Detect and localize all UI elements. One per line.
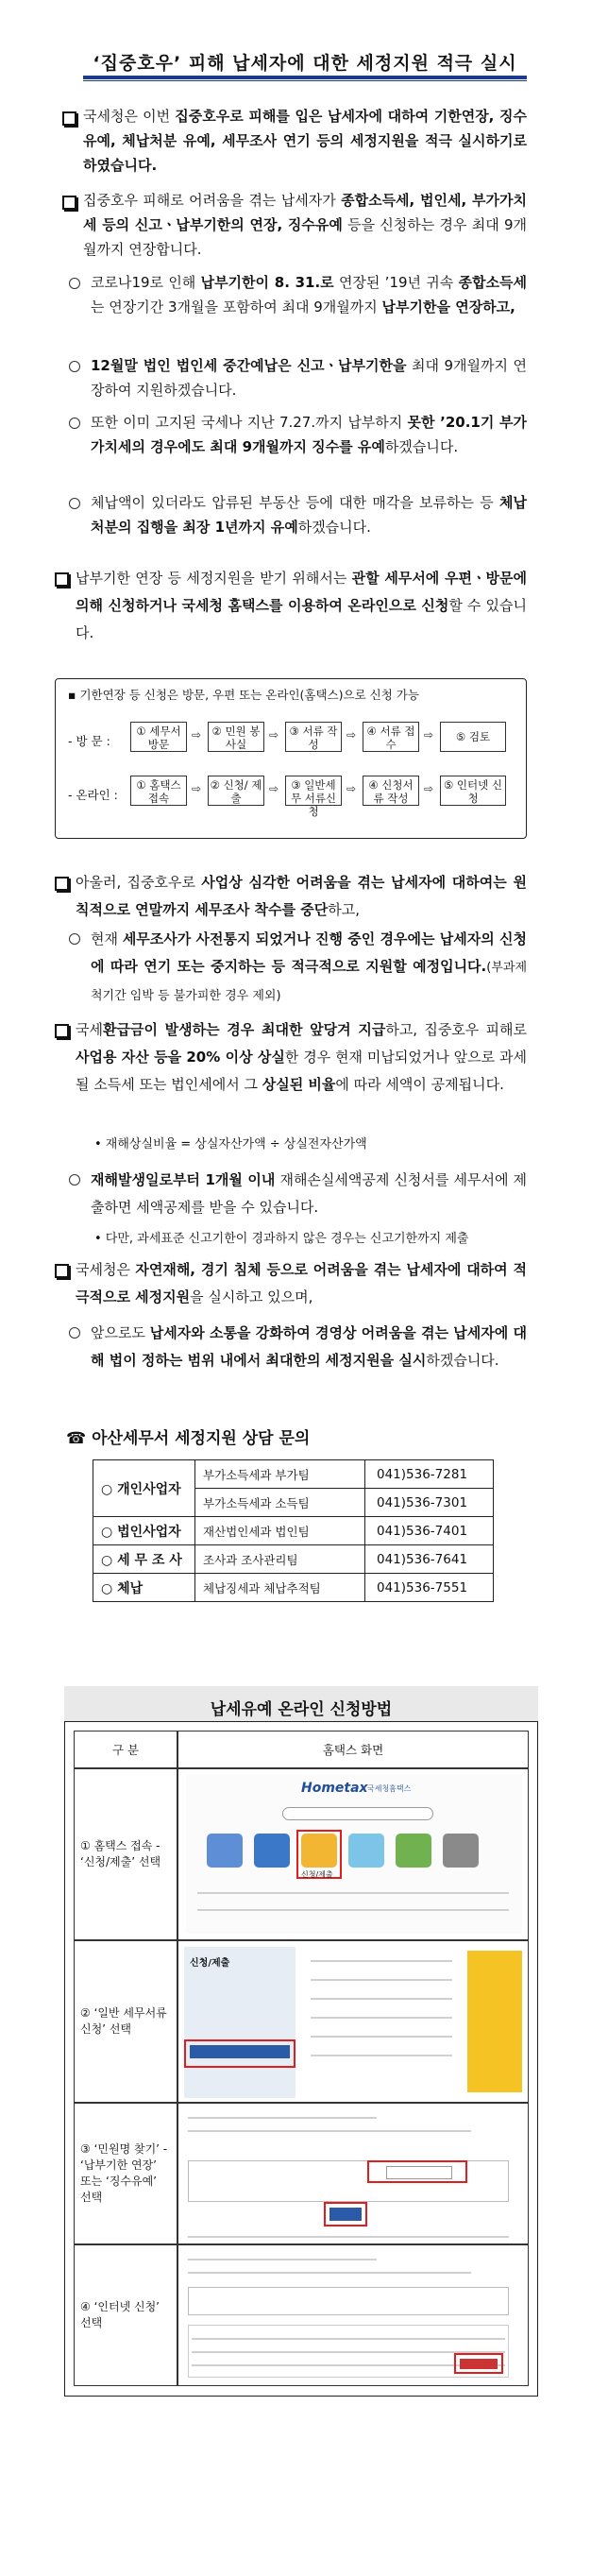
col-header-screen: 홈택스 화면 xyxy=(177,1731,529,1768)
c1-text: 코로나19로 인해 xyxy=(91,274,201,291)
visit-step-4: ④ 서류 접수 xyxy=(363,722,419,752)
divider xyxy=(311,2017,452,2019)
divider xyxy=(188,2272,471,2274)
circle-bullet-icon xyxy=(69,361,80,372)
divider xyxy=(192,2338,505,2340)
p1-bold: 집중호우로 피해를 입은 납세자에 대하여 기한연장, 징수유예, 체납처분 유예, 세무조사 연기 등의 세정지원을 적극 실시하기로 하였습니다. xyxy=(83,108,527,174)
divider xyxy=(311,1960,452,1962)
page-title: ‘집중호우’ 피해 납세자에 대한 세정지원 적극 실시 xyxy=(93,53,517,74)
online-step-5: ⑤ 인터넷 신청 xyxy=(440,776,506,806)
p5-bold-3: 상실된 비율 xyxy=(262,1076,336,1093)
hometax-logo: Hometax xyxy=(301,1781,368,1796)
square-bullet-icon xyxy=(55,1024,69,1038)
arrow-icon: ⇨ xyxy=(192,728,202,742)
contact-dept: 조사과 조사관리팀 xyxy=(195,1545,365,1574)
c4-text: 체납액이 있더라도 압류된 부동산 등에 대한 매각을 보류하는 등 xyxy=(91,494,500,511)
table-row xyxy=(93,1574,494,1602)
divider xyxy=(197,1909,509,1911)
p4-text: 아울러, 집중호우로 xyxy=(76,874,202,891)
circle-bullet-icon xyxy=(69,498,80,509)
step-text: ② ‘일반 세무서류 신청’ 선택 xyxy=(80,2006,167,2036)
divider xyxy=(188,2117,377,2119)
highlight-box xyxy=(324,2202,367,2226)
contact-tel: 041)536-7281 xyxy=(365,1460,494,1489)
c5-bold: 세무조사가 사전통지 되었거나 진행 중인 경우에는 납세자의 신청에 따라 연기 또는 중지하는 등 적극적으로 지원할 예정입니다. xyxy=(91,930,527,975)
contact-category: ○ 체납 xyxy=(93,1574,195,1602)
visit-step-3: ③ 서류 작성 xyxy=(285,722,342,752)
step-label-3 xyxy=(74,2103,177,2244)
p5-text: 국세 xyxy=(76,1021,103,1038)
circle-bullet-icon xyxy=(69,1174,80,1186)
table-row xyxy=(93,1460,494,1489)
row-label-visit: - 방 문 : xyxy=(68,734,110,748)
square-bullet-icon xyxy=(55,877,69,891)
divider xyxy=(188,2236,509,2238)
c2-text: 최대 9개월까지 연장하여 지원하겠습니다. xyxy=(91,357,527,399)
paragraph-3 xyxy=(76,565,527,647)
p2-bold: 종합소득세, 법인세, 부가가치세 등의 신고ㆍ납부기한의 연장, 징수유예 xyxy=(83,192,527,233)
contact-title-text: 아산세무서 세정지원 상담 문의 xyxy=(92,1429,311,1448)
screenshot-internet-apply xyxy=(177,2244,529,2386)
screenshot-search xyxy=(177,2103,529,2244)
square-bullet-icon xyxy=(55,572,69,587)
p3-text-2: 할 수 있습니다. xyxy=(76,597,527,641)
c1-text-2: 연장된 ’19년 귀속 xyxy=(333,274,459,291)
menu-tile-icon[interactable] xyxy=(443,1834,479,1868)
c4-text-2: 하겠습니다. xyxy=(297,519,371,536)
menu-tile-icon[interactable] xyxy=(254,1834,290,1868)
c3-bold: 못한 ’20.1기 부가가치세의 경우에도 최대 9개월까지 징수를 유예 xyxy=(91,414,527,455)
c1-text-3: 는 연장기간 3개월을 포함하여 최대 9개월까지 xyxy=(91,299,382,316)
contact-dept: 부가소득세과 소득팀 xyxy=(195,1489,365,1517)
p2-text: 집중호우 피해로 어려움을 겪는 납세자가 xyxy=(83,192,342,209)
c5-note: (부과제척기간 임박 등 불가피한 경우 제외) xyxy=(91,961,527,1003)
c3-text-2: 하겠습니다. xyxy=(384,438,459,455)
circle-bullet-icon xyxy=(69,1327,80,1339)
step-label-2 xyxy=(74,1940,177,2103)
p2-text-2: 등을 신청하는 경우 최대 9개월까지 연장합니다. xyxy=(83,216,528,258)
circle-bullet-icon xyxy=(69,418,80,429)
table-row xyxy=(93,1545,494,1574)
paragraph-2 xyxy=(83,188,527,262)
paragraph-5 xyxy=(76,1016,527,1099)
note-disaster-ratio: • 재해상실비율 = 상실자산가액 ÷ 상실전자산가액 xyxy=(94,1137,367,1152)
contact-dept: 부가소득세과 부가팀 xyxy=(195,1460,365,1489)
c7-bold: 납세자와 소통을 강화하여 경영상 어려움을 겪는 납세자에 대해 법이 정하는 범위 내에서 최대한의 세정지원을 실시 xyxy=(91,1324,528,1369)
online-guide-title: 납세유예 온라인 신청방법 xyxy=(210,1700,393,1719)
highlight-box xyxy=(367,2160,467,2183)
col-header-category: 구 분 xyxy=(74,1731,177,1768)
menu-tile-icon[interactable] xyxy=(396,1834,431,1868)
screenshot-home xyxy=(177,1768,529,1940)
arrow-icon: ⇨ xyxy=(424,782,434,795)
sidebar-mock xyxy=(184,1947,296,2098)
step-text: ① 홈택스 접속 - ‘신청/제출’ 선택 xyxy=(80,1839,161,1868)
divider xyxy=(197,1892,509,1894)
menu-label: 신청/제출 xyxy=(301,1870,333,1879)
screenshot-apply xyxy=(177,1940,529,2103)
online-step-4: ④ 신청서류 작성 xyxy=(363,776,419,806)
highlight-box xyxy=(184,2039,296,2068)
table-row xyxy=(93,1517,494,1545)
visit-step-2: ② 민원 봉사실 xyxy=(208,722,264,752)
arrow-icon: ⇨ xyxy=(269,782,279,795)
contact-title xyxy=(66,1424,310,1448)
row-label-online: - 온라인 : xyxy=(68,788,118,802)
square-bullet-icon xyxy=(62,111,76,126)
p5-text-3: 한 경우 현재 미납되었거나 앞으로 과세될 소득세 또는 법인세에서 그 xyxy=(76,1049,527,1093)
divider xyxy=(311,1979,452,1981)
c1-bold-3: 납부기한을 연장하고, xyxy=(381,299,515,316)
step-label-1 xyxy=(74,1768,177,1940)
content-mock xyxy=(301,1947,462,2098)
page-title-wrap xyxy=(83,49,527,75)
c4-bold: 체납처분의 집행을 최장 1년까지 유예 xyxy=(91,494,527,536)
c1-bold-2: 종합소득세 xyxy=(458,274,527,291)
p3-bold: 관할 세무서에 우편ㆍ방문에 의해 신청하거나 국세청 홈택스를 이용하여 온라인으로 신청 xyxy=(76,570,527,614)
online-step-3: ③ 일반세무 서류신청 xyxy=(285,776,342,806)
c6-bold: 재해발생일로부터 1개월 이내 xyxy=(91,1171,276,1188)
contact-tel: 041)536-7551 xyxy=(365,1574,494,1602)
c7-text-2: 하겠습니다. xyxy=(426,1352,499,1369)
contact-table xyxy=(93,1459,494,1602)
paragraph-c3 xyxy=(91,410,527,459)
square-bullet-icon xyxy=(62,196,76,210)
divider xyxy=(188,2130,471,2132)
divider xyxy=(188,2259,377,2260)
paragraph-4 xyxy=(76,869,527,924)
divider xyxy=(311,1998,452,2000)
paragraph-c7 xyxy=(91,1320,527,1374)
p5-text-4: 에 따라 세액이 공제됩니다. xyxy=(335,1076,504,1093)
c6-text: 재해손실세액공제 신청서를 세무서에 제출하면 세액공제를 받을 수 있습니다. xyxy=(91,1171,527,1216)
p6-text: 국세청은 xyxy=(76,1261,136,1278)
p4-text-2: 하고, xyxy=(328,901,360,918)
circle-bullet-icon xyxy=(69,933,80,945)
contact-dept: 체납징세과 체납추적팀 xyxy=(195,1574,365,1602)
p3-text: 납부기한 연장 등 세정지원을 받기 위해서는 xyxy=(76,570,352,587)
hometax-sub: 국세청홈택스 xyxy=(367,1784,412,1793)
p6-text-2: 을 실시하고 있으며, xyxy=(190,1288,313,1305)
filter-form-mock xyxy=(188,2287,509,2315)
c1-bold: 납부기한이 8. 31.로 xyxy=(200,274,334,291)
paragraph-1 xyxy=(83,104,527,178)
p5-text-2: 하고, 집중호우 피해로 xyxy=(385,1021,528,1038)
arrow-icon: ⇨ xyxy=(346,782,357,795)
contact-tel: 041)536-7301 xyxy=(365,1489,494,1517)
circle-bullet-icon xyxy=(69,278,80,289)
c3-text: 또한 이미 고지된 국세나 지난 7.27.까지 납부하지 xyxy=(91,414,408,431)
online-step-1: ① 홈택스 접속 xyxy=(130,776,187,806)
contact-category: ○ 법인사업자 xyxy=(93,1517,195,1545)
arrow-icon: ⇨ xyxy=(269,728,279,742)
step-label-4 xyxy=(74,2244,177,2386)
contact-category: ○ 세 무 조 사 xyxy=(93,1545,195,1574)
banner-mock xyxy=(467,1951,522,2092)
square-bullet-icon xyxy=(55,1264,69,1278)
visit-step-1: ① 세무서 방문 xyxy=(130,722,187,752)
arrow-icon: ⇨ xyxy=(346,728,357,742)
step-text: ④ ‘인터넷 신청’ 선택 xyxy=(80,2300,160,2329)
paragraph-6 xyxy=(76,1256,527,1311)
contact-dept: 재산법인세과 법인팀 xyxy=(195,1517,365,1545)
c2-bold: 12월말 법인 법인세 중간예납은 신고ㆍ납부기한을 xyxy=(91,357,407,374)
p5-bold-2: 사업용 자산 등을 20% 이상 상실 xyxy=(76,1049,285,1066)
contact-tel: 041)536-7641 xyxy=(365,1545,494,1574)
sidebar-title: 신청/제출 xyxy=(190,1958,230,1969)
divider xyxy=(311,2036,452,2038)
c5-text: 현재 xyxy=(91,930,123,947)
step-text: ③ ‘민원명 찾기’ - ‘납부기한 연장’ 또는 ‘징수유예’ 선택 xyxy=(80,2142,168,2204)
paragraph-c6 xyxy=(91,1167,527,1221)
contact-tel: 041)536-7401 xyxy=(365,1517,494,1545)
phone-icon: ☎ xyxy=(66,1429,87,1448)
c7-text: 앞으로도 xyxy=(91,1324,150,1341)
p5-bold: 환급금이 발생하는 경우 최대한 앞당겨 지급 xyxy=(102,1021,386,1038)
paragraph-c2 xyxy=(91,353,527,402)
arrow-icon: ⇨ xyxy=(424,728,434,742)
p4-bold: 사업상 심각한 어려움을 겪는 납세자에 대하여는 원칙적으로 연말까지 세무조사 착수를 중단 xyxy=(76,874,527,918)
arrow-icon: ⇨ xyxy=(192,782,202,795)
visit-step-5: ⑤ 검토 xyxy=(440,722,506,752)
paragraph-c5 xyxy=(91,926,527,1010)
divider xyxy=(311,2055,452,2056)
online-step-2: ② 신청/ 제출 xyxy=(208,776,264,806)
search-input[interactable] xyxy=(282,1807,433,1820)
paragraph-c1 xyxy=(91,270,527,319)
paragraph-c4 xyxy=(91,490,527,539)
p6-bold: 자연재해, 경기 침체 등으로 어려움을 겪는 납세자에 대하여 적극적으로 세정지원 xyxy=(76,1261,527,1305)
contact-category: ○ 개인사업자 xyxy=(93,1460,195,1517)
menu-tile-icon[interactable] xyxy=(348,1834,384,1868)
highlight-box xyxy=(454,2353,503,2374)
p1-text: 국세청은 이번 xyxy=(83,108,176,125)
note-deadline: • 다만, 과세표준 신고기한이 경과하지 않은 경우는 신고기한까지 제출 xyxy=(94,1232,469,1246)
title-underline-thin xyxy=(83,80,527,81)
title-underline xyxy=(83,76,527,79)
menu-tile-icon[interactable] xyxy=(207,1834,243,1868)
process-header: ▪ 기한연장 등 신청은 방문, 우편 또는 온라인(홈택스)으로 신청 가능 xyxy=(68,688,419,702)
